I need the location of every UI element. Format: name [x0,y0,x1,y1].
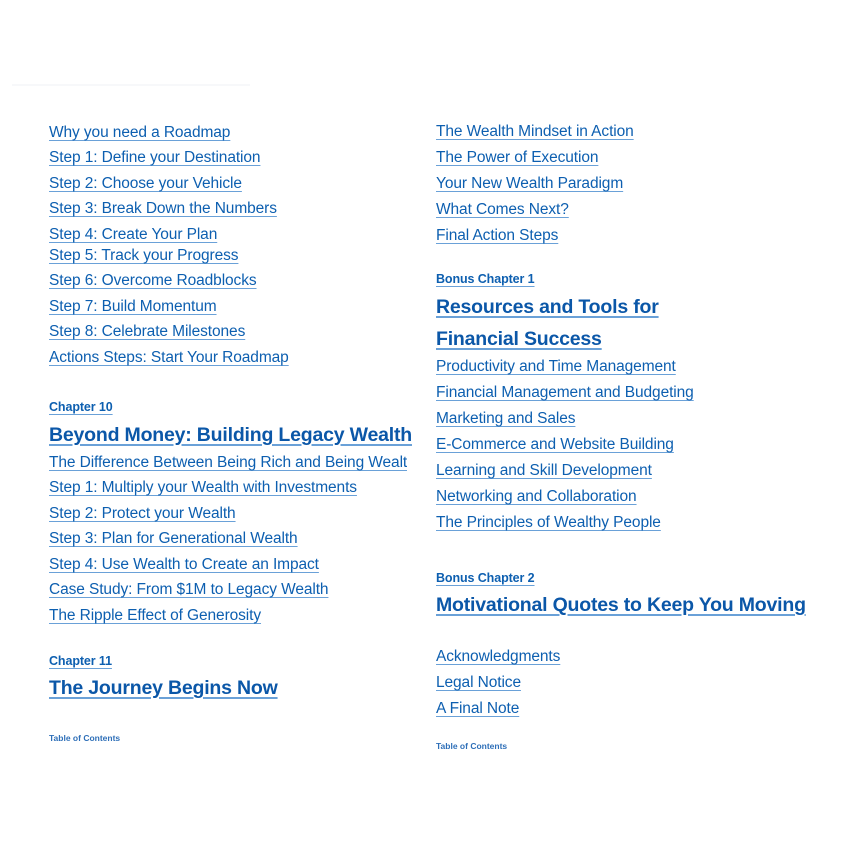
toc-link-multiply-wealth[interactable]: Step 1: Multiply your Wealth with Investments [49,479,357,496]
toc-footer-label: Table of Contents [436,741,508,751]
toc-link-wealth-impact[interactable]: Step 4: Use Wealth to Create an Impact [49,556,319,573]
toc-link-ecommerce[interactable]: E-Commerce and Website Building [436,436,674,453]
bonus-chapter-2-label[interactable]: Bonus Chapter 2 [436,571,535,585]
toc-link-what-next[interactable]: What Comes Next? [436,201,569,218]
toc-link-protect-wealth[interactable]: Step 2: Protect your Wealth [49,505,236,522]
bonus-chapter-1-title-line2[interactable]: Financial Success [436,328,602,350]
toc-link-marketing-sales[interactable]: Marketing and Sales [436,410,576,427]
toc-link-financial-management[interactable]: Financial Management and Budgeting [436,384,694,401]
toc-link-final-note[interactable]: A Final Note [436,700,520,717]
toc-link-ripple-effect[interactable]: The Ripple Effect of Generosity [49,607,262,624]
toc-link-action-steps[interactable]: Actions Steps: Start Your Roadmap [49,349,289,366]
bonus-chapter-1-label[interactable]: Bonus Chapter 1 [436,272,535,286]
toc-page-right [425,0,850,850]
toc-link-wealth-paradigm[interactable]: Your New Wealth Paradigm [436,175,624,192]
toc-link-step5-progress[interactable]: Step 5: Track your Progress [49,247,239,264]
toc-link-case-study[interactable]: Case Study: From $1M to Legacy Wealth [49,581,329,598]
toc-link-legal-notice[interactable]: Legal Notice [436,674,521,691]
toc-link-step4-plan[interactable]: Step 4: Create Your Plan [49,226,218,243]
toc-link-generational-wealth[interactable]: Step 3: Plan for Generational Wealth [49,530,298,547]
chapter-10-title[interactable]: Beyond Money: Building Legacy Wealth [49,424,412,446]
chapter-11-title[interactable]: The Journey Begins Now [49,677,278,699]
toc-link-step6-roadblocks[interactable]: Step 6: Overcome Roadblocks [49,272,257,289]
toc-link-final-action-steps[interactable]: Final Action Steps [436,227,559,244]
toc-link-learning-skills[interactable]: Learning and Skill Development [436,462,652,479]
toc-link-step1-destination[interactable]: Step 1: Define your Destination [49,149,261,166]
bonus-chapter-2-title[interactable]: Motivational Quotes to Keep You Moving [436,594,806,616]
toc-footer-label: Table of Contents [49,733,121,743]
toc-link-step8-milestones[interactable]: Step 8: Celebrate Milestones [49,323,246,340]
toc-link-networking[interactable]: Networking and Collaboration [436,488,637,505]
toc-link-power-execution[interactable]: The Power of Execution [436,149,599,166]
toc-link-step7-momentum[interactable]: Step 7: Build Momentum [49,298,217,315]
toc-link-acknowledgments[interactable]: Acknowledgments [436,648,561,665]
chapter-10-label[interactable]: Chapter 10 [49,400,113,414]
toc-link-rich-vs-wealthy[interactable]: The Difference Between Being Rich and Being Wealt [49,454,407,471]
toc-link-productivity[interactable]: Productivity and Time Management [436,358,676,375]
toc-link-wealth-mindset[interactable]: The Wealth Mindset in Action [436,123,634,140]
toc-link-principles-wealthy[interactable]: The Principles of Wealthy People [436,514,661,531]
bonus-chapter-1-title-line1[interactable]: Resources and Tools for [436,296,659,318]
page-edge-rule [12,84,250,86]
toc-link-step3-numbers[interactable]: Step 3: Break Down the Numbers [49,200,277,217]
toc-link-why-roadmap[interactable]: Why you need a Roadmap [49,124,231,141]
chapter-11-label[interactable]: Chapter 11 [49,654,112,668]
toc-link-step2-vehicle[interactable]: Step 2: Choose your Vehicle [49,175,242,192]
